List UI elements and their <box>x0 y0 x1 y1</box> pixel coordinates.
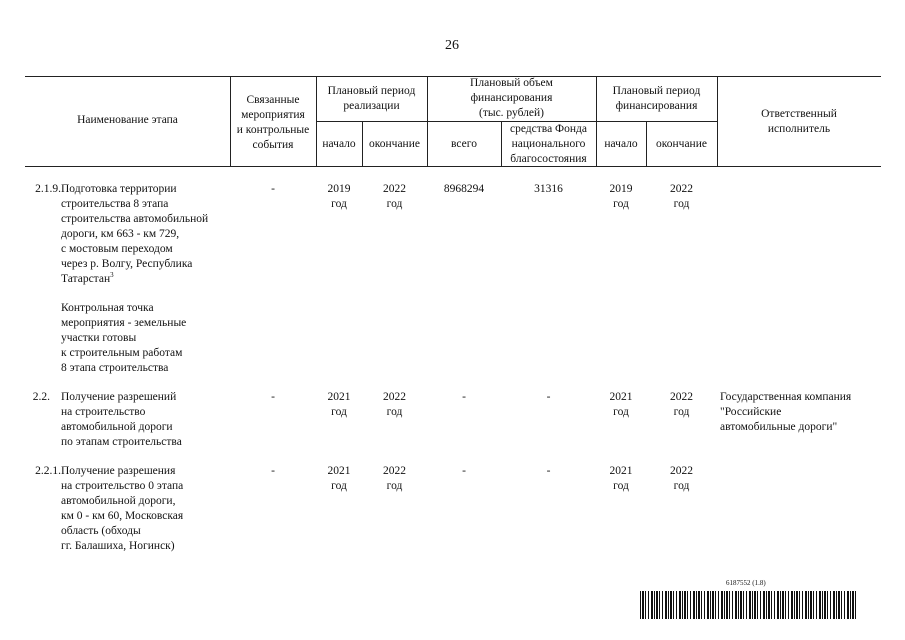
row-number: 2.1.9. <box>35 183 61 195</box>
row-responsible: Государственная компания "Российские автомобильные дороги" <box>720 391 852 433</box>
row-real-start: 2021 год <box>327 465 351 492</box>
header-planned-period-financing: Плановый период финансирования <box>612 85 701 112</box>
row-name: Получение разрешений на строительство автомобильной дороги по этапам строительства <box>61 391 182 448</box>
header-related: Связанные мероприятия и контрольные события <box>236 94 310 151</box>
page-number: 26 <box>445 38 459 53</box>
row-real-end: 2022 год <box>383 391 406 418</box>
table-header-bottom-border <box>25 166 881 167</box>
row-number: 2.2.1. <box>35 465 61 477</box>
header-stage-name: Наименование этапа <box>77 114 178 126</box>
row-fin-start: 2019 год <box>609 183 633 210</box>
header-subdivider-2 <box>596 121 717 122</box>
header-end-2: окончание <box>656 138 707 150</box>
row-fund: - <box>546 465 551 477</box>
row-fin-start: 2021 год <box>609 465 633 492</box>
row-related: - <box>271 391 275 403</box>
row-name: Подготовка территории строительства 8 этапа строительства автомобильной дороги, км 663 - км 729, с мостовым переходом через р. Волгу, Республика Татарстан$^3$ <box>61 183 209 285</box>
row-real-start: 2021 год <box>327 391 351 418</box>
row-real-end: 2022 год <box>383 465 406 492</box>
row-fin-end: 2022 год <box>670 183 693 210</box>
row-name: Получение разрешения на строительство 0 этапа автомобильной дороги, км 0 - км 60, Московская область (обходы гг. Балашиха, Ногинск) <box>61 465 184 552</box>
row-related: - <box>271 183 275 195</box>
header-start: начало <box>322 138 356 150</box>
row-fund: 31316 <box>534 183 563 195</box>
barcode-text: 6187552 (1.8) <box>726 579 766 587</box>
header-start-2: начало <box>604 138 638 150</box>
row-fin-end: 2022 год <box>670 465 693 492</box>
header-responsible: Ответственный исполнитель <box>761 108 837 135</box>
row-total: - <box>462 465 466 477</box>
footnote-marker: 3 <box>110 271 114 280</box>
row-real-start: 2019 год <box>327 183 351 210</box>
row-total: - <box>462 391 466 403</box>
row-related: - <box>271 465 275 477</box>
header-planned-period-realization: Плановый период реализации <box>327 85 416 112</box>
control-point-text: Контрольная точка мероприятия - земельные участки готовы к строительным работам 8 этапа строительства <box>61 302 187 374</box>
row-total: 8968294 <box>443 183 485 195</box>
row-real-end: 2022 год <box>383 183 406 210</box>
header-total: всего <box>451 138 477 150</box>
header-end: окончание <box>369 138 420 150</box>
header-planned-volume: Плановый объем финансирования (тыс. рублей) <box>470 77 553 119</box>
row-number: 2.2. <box>32 391 50 403</box>
row-fund: - <box>546 391 551 403</box>
row-fin-start: 2021 год <box>609 391 633 418</box>
header-fund: средства Фонда национального благосостояния <box>510 123 587 165</box>
row-fin-end: 2022 год <box>670 391 693 418</box>
barcode-icon <box>640 591 858 619</box>
